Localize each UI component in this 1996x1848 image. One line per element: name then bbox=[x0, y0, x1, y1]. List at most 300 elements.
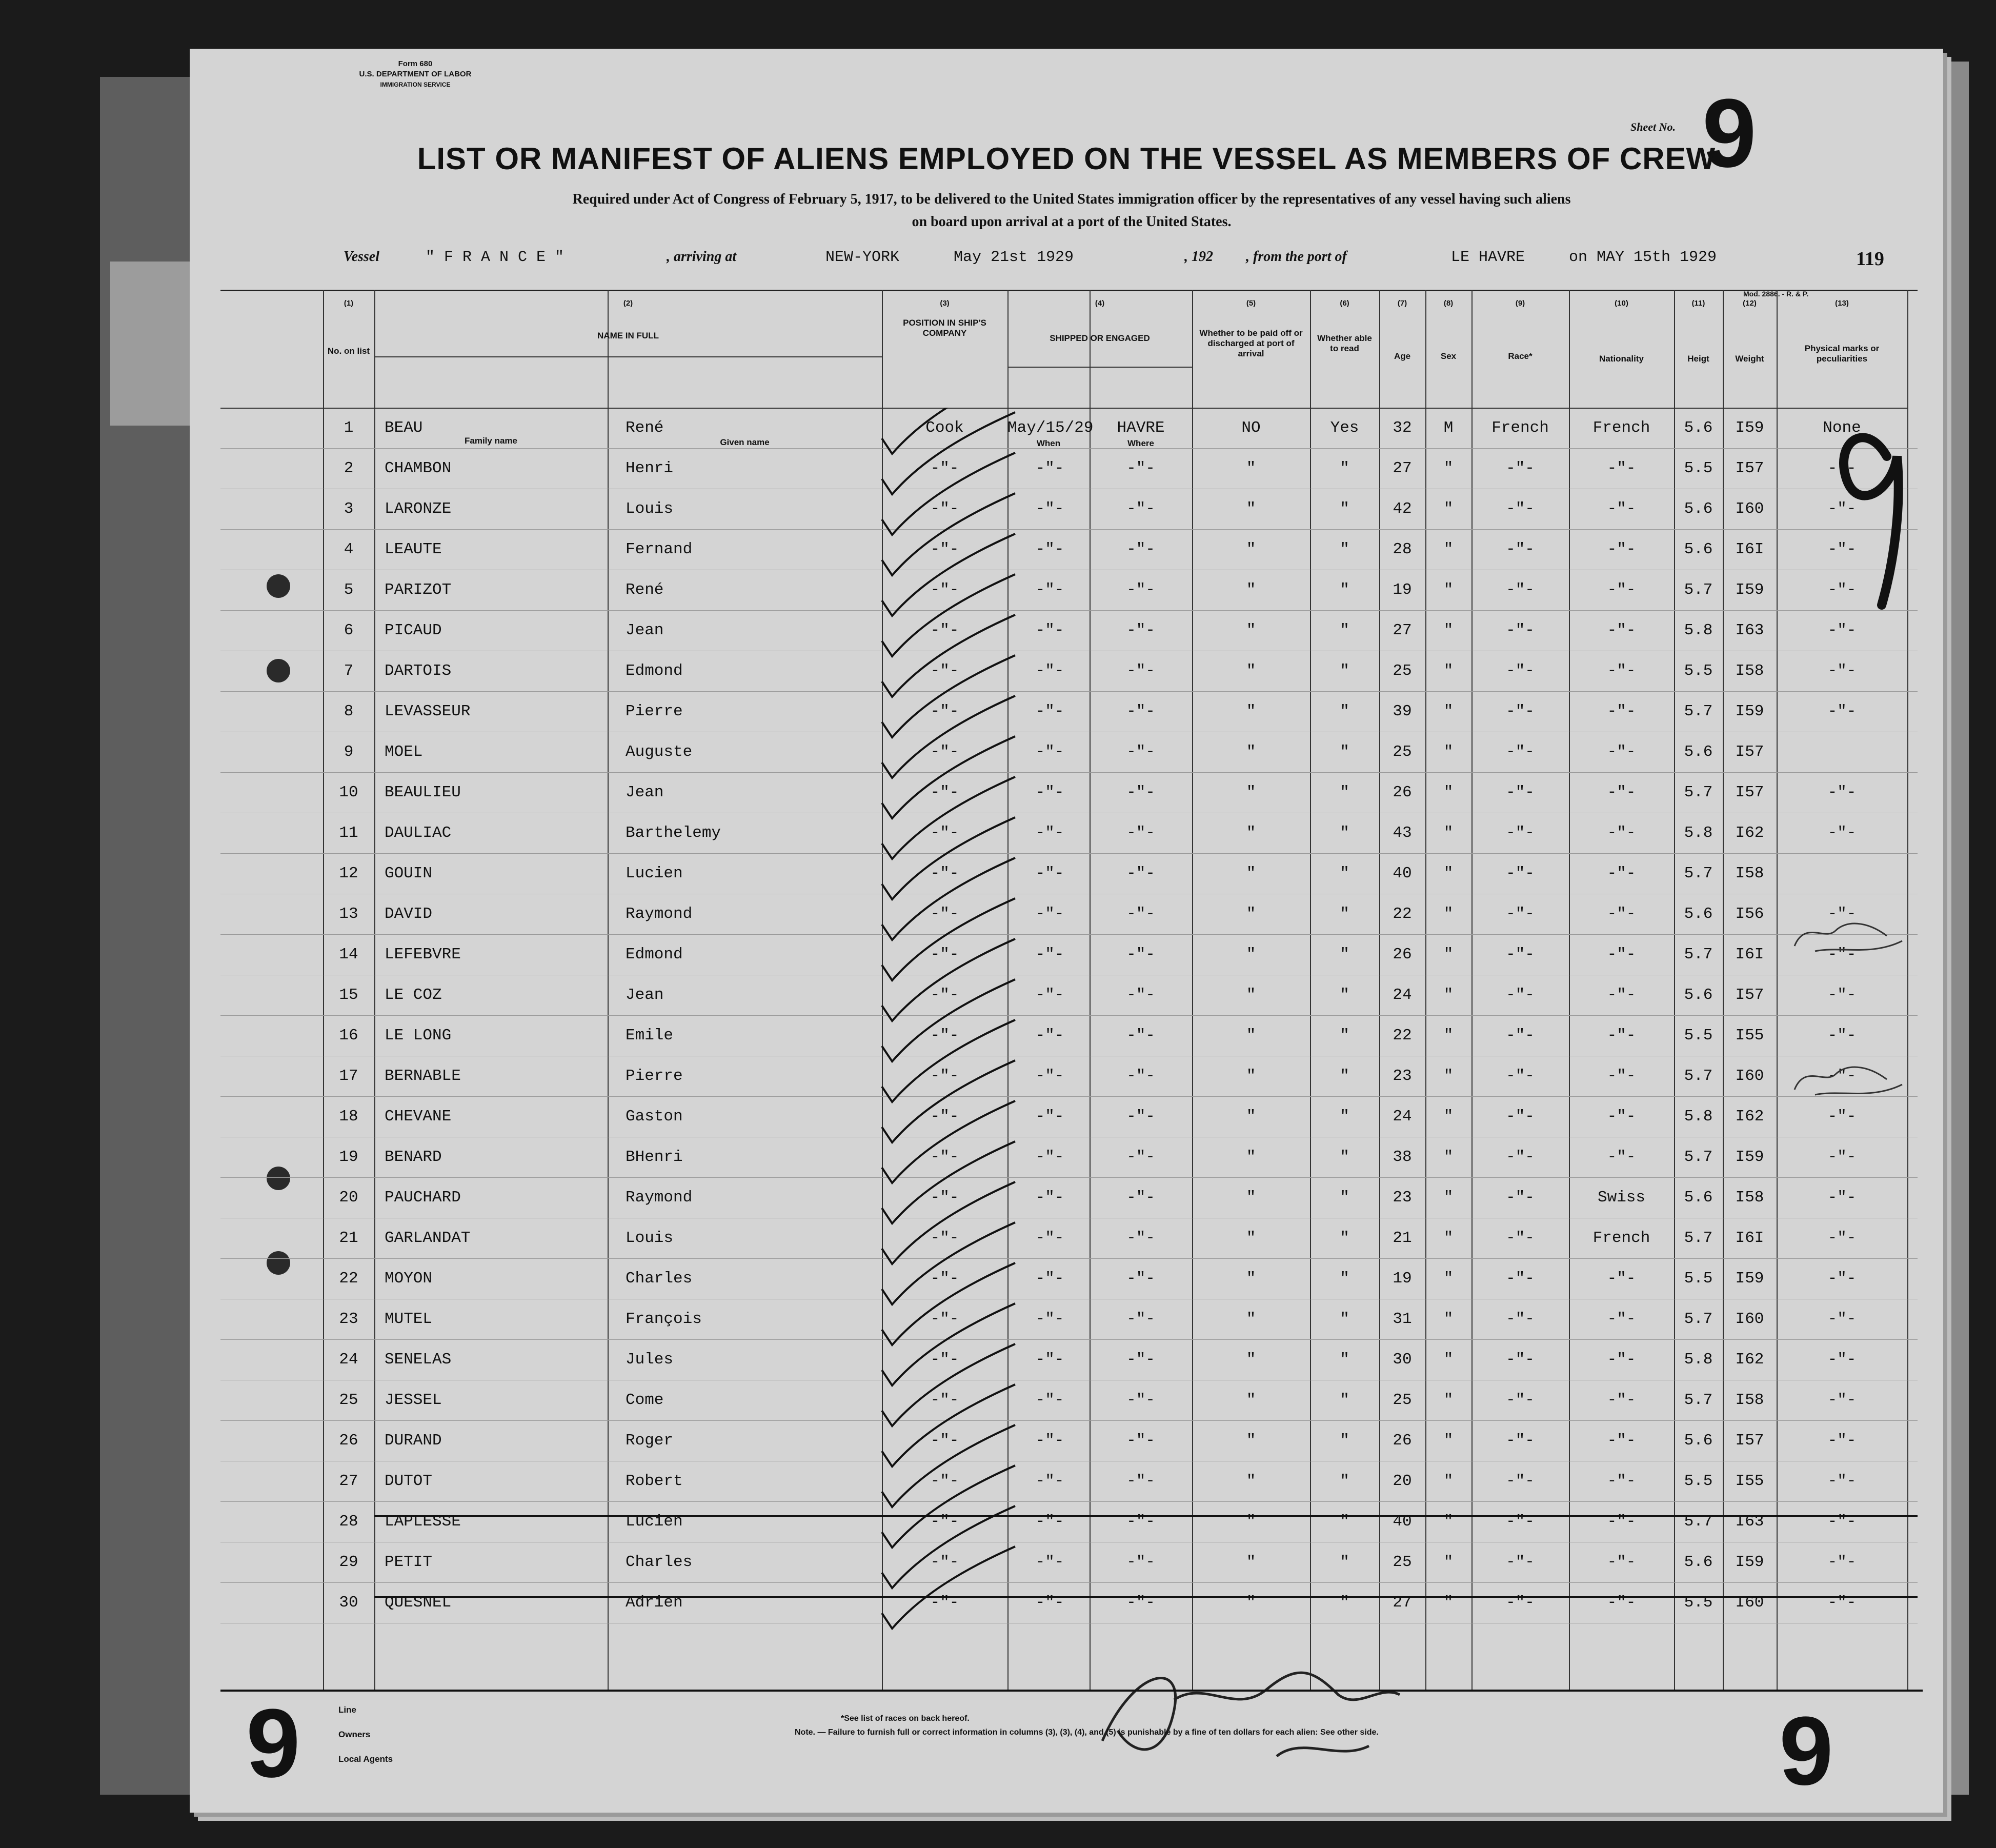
cell-given-name: Louis bbox=[626, 500, 674, 518]
cell-position: -"- bbox=[930, 1148, 959, 1166]
cell-physical-marks: -"- bbox=[1827, 1148, 1857, 1166]
cell-weight: I58 bbox=[1735, 1189, 1764, 1207]
cell-height: 5.8 bbox=[1684, 621, 1713, 639]
cell-position: -"- bbox=[930, 1594, 959, 1612]
check-marks bbox=[877, 408, 1092, 1690]
cell-family-name: QUESNEL bbox=[385, 1594, 452, 1612]
cell-age: 40 bbox=[1393, 865, 1412, 882]
arriving-port: NEW-YORK bbox=[825, 249, 900, 266]
colnum-11: (11) bbox=[1691, 299, 1705, 308]
cell-position: -"- bbox=[930, 1108, 959, 1126]
cell-able-to-read: " bbox=[1340, 905, 1349, 923]
cell-row-number: 17 bbox=[339, 1067, 358, 1085]
cell-row-number: 30 bbox=[339, 1594, 358, 1612]
cell-nationality: -"- bbox=[1607, 702, 1636, 720]
cell-position: -"- bbox=[930, 1270, 959, 1288]
cell-paid-off: " bbox=[1246, 1594, 1256, 1612]
cell-height: 5.5 bbox=[1684, 1270, 1713, 1288]
cell-sex: " bbox=[1443, 1067, 1454, 1085]
cell-physical-marks: -"- bbox=[1827, 1310, 1857, 1328]
header-marks: Physical marks or peculiarities bbox=[1804, 344, 1880, 364]
cell-age: 27 bbox=[1393, 459, 1412, 477]
cell-family-name: PETIT bbox=[385, 1553, 433, 1571]
cell-nationality: -"- bbox=[1607, 1148, 1636, 1166]
check-mark bbox=[882, 1060, 1015, 1142]
check-mark bbox=[882, 817, 1015, 899]
cell-nationality: -"- bbox=[1607, 824, 1636, 842]
cell-race: -"- bbox=[1506, 702, 1535, 720]
subtitle bbox=[292, 188, 1851, 233]
colnum-13: (13) bbox=[1835, 299, 1849, 308]
cell-race: -"- bbox=[1506, 662, 1535, 680]
cell-shipped-where: -"- bbox=[1126, 865, 1155, 882]
cell-able-to-read: " bbox=[1340, 784, 1349, 801]
cell-age: 23 bbox=[1393, 1189, 1412, 1207]
cell-physical-marks: -"- bbox=[1827, 459, 1857, 477]
cell-age: 26 bbox=[1393, 784, 1412, 801]
cell-race: -"- bbox=[1506, 743, 1535, 761]
header-where: Where bbox=[1127, 438, 1154, 448]
cell-nationality: -"- bbox=[1607, 621, 1636, 639]
cell-nationality: -"- bbox=[1607, 1108, 1636, 1126]
cell-able-to-read: " bbox=[1340, 1189, 1349, 1207]
cell-nationality: -"- bbox=[1607, 1594, 1636, 1612]
cell-height: 5.6 bbox=[1684, 500, 1713, 518]
cell-age: 27 bbox=[1393, 1594, 1412, 1612]
cell-sex: " bbox=[1443, 743, 1454, 761]
cell-given-name: Lucien bbox=[626, 865, 683, 882]
cell-paid-off: " bbox=[1246, 1310, 1256, 1328]
cell-able-to-read: " bbox=[1340, 1310, 1349, 1328]
cell-race: -"- bbox=[1506, 540, 1535, 558]
cell-paid-off: " bbox=[1246, 1027, 1256, 1044]
cell-physical-marks: -"- bbox=[1827, 1513, 1857, 1531]
cell-given-name: Auguste bbox=[626, 743, 693, 761]
cell-nationality: -"- bbox=[1607, 1027, 1636, 1044]
from-date: on MAY 15th 1929 bbox=[1569, 249, 1717, 266]
colnum-8: (8) bbox=[1443, 299, 1454, 308]
cell-physical-marks: -"- bbox=[1827, 662, 1857, 680]
cell-family-name: BEAU bbox=[385, 419, 423, 437]
cell-family-name: DARTOIS bbox=[385, 662, 452, 680]
cell-position: -"- bbox=[930, 621, 959, 639]
cell-nationality: -"- bbox=[1607, 1270, 1636, 1288]
cell-paid-off: " bbox=[1246, 459, 1256, 477]
cell-height: 5.7 bbox=[1684, 1513, 1713, 1531]
cell-paid-off: " bbox=[1246, 784, 1256, 801]
cell-able-to-read: " bbox=[1340, 986, 1349, 1004]
cell-family-name: PARIZOT bbox=[385, 581, 452, 599]
cell-physical-marks: -"- bbox=[1827, 581, 1857, 599]
cell-height: 5.6 bbox=[1684, 743, 1713, 761]
cell-age: 22 bbox=[1393, 905, 1412, 923]
cell-shipped-where: -"- bbox=[1126, 1432, 1155, 1450]
cell-physical-marks: -"- bbox=[1827, 946, 1857, 963]
cell-paid-off: " bbox=[1246, 540, 1256, 558]
cell-paid-off: " bbox=[1246, 743, 1256, 761]
cell-given-name: René bbox=[626, 581, 664, 599]
cell-physical-marks: -"- bbox=[1827, 1432, 1857, 1450]
cell-shipped-where: -"- bbox=[1126, 1108, 1155, 1126]
cell-able-to-read: " bbox=[1340, 581, 1349, 599]
cell-shipped-when: -"- bbox=[1035, 1189, 1064, 1207]
colnum-10: (10) bbox=[1615, 299, 1628, 308]
colnum-2: (2) bbox=[623, 299, 633, 308]
cell-sex: " bbox=[1443, 1351, 1454, 1369]
cell-able-to-read: " bbox=[1340, 946, 1349, 963]
cell-height: 5.6 bbox=[1684, 1189, 1713, 1207]
cell-shipped-where: -"- bbox=[1126, 581, 1155, 599]
cell-family-name: LE COZ bbox=[385, 986, 442, 1004]
cell-given-name: Come bbox=[626, 1391, 664, 1409]
cell-shipped-when: -"- bbox=[1035, 1432, 1064, 1450]
cell-able-to-read: " bbox=[1340, 1229, 1349, 1247]
check-mark bbox=[882, 777, 1015, 859]
cell-shipped-when: -"- bbox=[1035, 1513, 1064, 1531]
cell-position: -"- bbox=[930, 1513, 959, 1531]
cell-race: -"- bbox=[1506, 905, 1535, 923]
check-mark bbox=[882, 1182, 1015, 1264]
subtitle-line-2: on board upon arrival at a port of the United States. bbox=[912, 214, 1232, 230]
cell-weight: I62 bbox=[1735, 824, 1764, 842]
cell-shipped-when: -"- bbox=[1035, 459, 1064, 477]
cell-position: -"- bbox=[930, 824, 959, 842]
cell-height: 5.7 bbox=[1684, 865, 1713, 882]
cell-able-to-read: " bbox=[1340, 824, 1349, 842]
cell-weight: I57 bbox=[1735, 1432, 1764, 1450]
header-able-read: Whether able to read bbox=[1317, 333, 1372, 353]
cell-shipped-when: May/15/29 bbox=[1007, 419, 1094, 437]
cell-shipped-where: -"- bbox=[1126, 1229, 1155, 1247]
cell-given-name: Emile bbox=[626, 1027, 674, 1044]
cell-height: 5.7 bbox=[1684, 1391, 1713, 1409]
cell-row-number: 8 bbox=[344, 702, 354, 720]
cell-position: Cook bbox=[925, 419, 964, 437]
cell-family-name: LEFEBVRE bbox=[385, 946, 461, 963]
cell-shipped-where: -"- bbox=[1126, 1027, 1155, 1044]
cell-able-to-read: " bbox=[1340, 500, 1349, 518]
cell-sex: " bbox=[1443, 662, 1454, 680]
cell-shipped-where: -"- bbox=[1126, 540, 1155, 558]
cell-height: 5.7 bbox=[1684, 1310, 1713, 1328]
cell-race: -"- bbox=[1506, 1027, 1535, 1044]
cell-shipped-where: -"- bbox=[1126, 702, 1155, 720]
cell-row-number: 22 bbox=[339, 1270, 358, 1288]
cell-sex: " bbox=[1443, 1472, 1454, 1490]
check-mark bbox=[882, 615, 1015, 697]
cell-nationality: -"- bbox=[1607, 662, 1636, 680]
cell-height: 5.7 bbox=[1684, 1148, 1713, 1166]
cell-able-to-read: " bbox=[1340, 1472, 1349, 1490]
cell-weight: I60 bbox=[1735, 1067, 1764, 1085]
cell-weight: I59 bbox=[1735, 1148, 1764, 1166]
cell-paid-off: " bbox=[1246, 1553, 1256, 1571]
cell-weight: I56 bbox=[1735, 905, 1764, 923]
cell-row-number: 11 bbox=[339, 824, 358, 842]
cell-physical-marks: -"- bbox=[1827, 1229, 1857, 1247]
cell-physical-marks: -"- bbox=[1827, 824, 1857, 842]
cell-family-name: SENELAS bbox=[385, 1351, 452, 1369]
cell-paid-off: " bbox=[1246, 986, 1256, 1004]
subtitle-line-1: Required under Act of Congress of February 5, 1917, to be delivered to the United States immigration officer by the representatives of any vessel having such aliens bbox=[572, 191, 1571, 207]
form-header bbox=[338, 59, 492, 90]
cell-shipped-where: -"- bbox=[1126, 946, 1155, 963]
signature bbox=[1072, 1638, 1430, 1772]
cell-family-name: DUTOT bbox=[385, 1472, 433, 1490]
page-title: LIST OR MANIFEST OF ALIENS EMPLOYED ON THE VESSEL AS MEMBERS OF CREW bbox=[417, 142, 1716, 176]
check-mark bbox=[882, 696, 1015, 778]
cell-height: 5.7 bbox=[1684, 581, 1713, 599]
cell-sex: " bbox=[1443, 1310, 1454, 1328]
cell-able-to-read: " bbox=[1340, 1270, 1349, 1288]
cell-position: -"- bbox=[930, 1067, 959, 1085]
header-shipped: SHIPPED OR ENGAGED bbox=[1050, 333, 1150, 343]
cell-sex: " bbox=[1443, 946, 1454, 963]
cell-given-name: Pierre bbox=[626, 702, 683, 720]
cell-paid-off: " bbox=[1246, 500, 1256, 518]
cell-race: -"- bbox=[1506, 1148, 1535, 1166]
cell-shipped-when: -"- bbox=[1035, 702, 1064, 720]
check-mark bbox=[882, 1465, 1015, 1548]
check-mark bbox=[882, 412, 1015, 494]
cell-height: 5.8 bbox=[1684, 824, 1713, 842]
cell-physical-marks: -"- bbox=[1827, 1553, 1857, 1571]
cell-family-name: PAUCHARD bbox=[385, 1189, 461, 1207]
cell-paid-off: " bbox=[1246, 1432, 1256, 1450]
cell-paid-off: " bbox=[1246, 1229, 1256, 1247]
cell-position: -"- bbox=[930, 905, 959, 923]
cell-weight: I59 bbox=[1735, 581, 1764, 599]
cell-weight: I58 bbox=[1735, 1391, 1764, 1409]
cell-physical-marks: -"- bbox=[1827, 702, 1857, 720]
cell-paid-off: " bbox=[1246, 905, 1256, 923]
cell-paid-off: " bbox=[1246, 621, 1256, 639]
manifest-page bbox=[190, 49, 1943, 1813]
cell-shipped-when: -"- bbox=[1035, 743, 1064, 761]
cell-position: -"- bbox=[930, 743, 959, 761]
cell-position: -"- bbox=[930, 1310, 959, 1328]
cell-position: -"- bbox=[930, 500, 959, 518]
cell-shipped-when: -"- bbox=[1035, 1027, 1064, 1044]
cell-family-name: BERNABLE bbox=[385, 1067, 461, 1085]
cell-weight: I55 bbox=[1735, 1472, 1764, 1490]
colnum-1: (1) bbox=[344, 299, 354, 308]
cell-age: 39 bbox=[1393, 702, 1412, 720]
cell-race: French bbox=[1491, 419, 1549, 437]
cell-shipped-where: -"- bbox=[1126, 1067, 1155, 1085]
cell-physical-marks: -"- bbox=[1827, 621, 1857, 639]
service: IMMIGRATION SERVICE bbox=[380, 81, 451, 88]
check-mark bbox=[882, 1344, 1015, 1426]
mod-code: Mod. 2886. - R. & P. bbox=[1743, 290, 1809, 298]
cell-weight: I59 bbox=[1735, 1270, 1764, 1288]
cell-paid-off: " bbox=[1246, 1189, 1256, 1207]
cell-family-name: LAPLESSE bbox=[385, 1513, 461, 1531]
cell-physical-marks: -"- bbox=[1827, 1189, 1857, 1207]
cell-age: 40 bbox=[1393, 1513, 1412, 1531]
cell-race: -"- bbox=[1506, 1351, 1535, 1369]
cell-physical-marks: -"- bbox=[1827, 905, 1857, 923]
cell-weight: I55 bbox=[1735, 1027, 1764, 1044]
year-label: , 192 bbox=[1184, 249, 1213, 265]
cell-shipped-when: -"- bbox=[1035, 1472, 1064, 1490]
strike-line-row-26 bbox=[374, 1515, 1918, 1517]
cell-family-name: MOEL bbox=[385, 743, 423, 761]
cell-race: -"- bbox=[1506, 1553, 1535, 1571]
cell-weight: I57 bbox=[1735, 459, 1764, 477]
cell-race: -"- bbox=[1506, 1270, 1535, 1288]
big-number-right: 9 bbox=[1779, 1697, 1833, 1805]
check-mark bbox=[882, 574, 1015, 656]
cell-race: -"- bbox=[1506, 459, 1535, 477]
cell-nationality: -"- bbox=[1607, 1310, 1636, 1328]
cell-nationality: -"- bbox=[1607, 1513, 1636, 1531]
cell-nationality: -"- bbox=[1607, 1351, 1636, 1369]
header-no-on-list: No. on list bbox=[327, 346, 370, 356]
cell-physical-marks: -"- bbox=[1827, 986, 1857, 1004]
cell-shipped-where: -"- bbox=[1126, 1513, 1155, 1531]
cell-physical-marks: -"- bbox=[1827, 1067, 1857, 1085]
cell-row-number: 9 bbox=[344, 743, 354, 761]
cell-height: 5.6 bbox=[1684, 1553, 1713, 1571]
cell-physical-marks: None bbox=[1823, 419, 1861, 437]
cell-physical-marks: -"- bbox=[1827, 1108, 1857, 1126]
cell-sex: " bbox=[1443, 1391, 1454, 1409]
cell-family-name: BENARD bbox=[385, 1148, 442, 1166]
cell-height: 5.8 bbox=[1684, 1108, 1713, 1126]
cell-weight: I60 bbox=[1735, 500, 1764, 518]
from-label: , from the port of bbox=[1246, 249, 1347, 265]
cell-shipped-when: -"- bbox=[1035, 1229, 1064, 1247]
cell-sex: " bbox=[1443, 581, 1454, 599]
cell-shipped-when: -"- bbox=[1035, 500, 1064, 518]
document-code: 119 bbox=[1856, 248, 1884, 270]
cell-shipped-when: -"- bbox=[1035, 986, 1064, 1004]
cell-paid-off: " bbox=[1246, 824, 1256, 842]
cell-paid-off: " bbox=[1246, 581, 1256, 599]
header-age: Age bbox=[1394, 351, 1411, 361]
cell-weight: I57 bbox=[1735, 784, 1764, 801]
cell-family-name: LARONZE bbox=[385, 500, 452, 518]
handwritten-nine bbox=[1825, 400, 1928, 615]
cell-able-to-read: " bbox=[1340, 743, 1349, 761]
footer-line-label: Line bbox=[338, 1705, 356, 1715]
cell-row-number: 24 bbox=[339, 1351, 358, 1369]
cell-shipped-when: -"- bbox=[1035, 1391, 1064, 1409]
header-given-name: Given name bbox=[720, 437, 770, 447]
cell-age: 26 bbox=[1393, 1432, 1412, 1450]
cell-age: 28 bbox=[1393, 540, 1412, 558]
cell-given-name: BHenri bbox=[626, 1148, 683, 1166]
cell-family-name: JESSEL bbox=[385, 1391, 442, 1409]
cell-sex: " bbox=[1443, 824, 1454, 842]
cell-given-name: Jean bbox=[626, 621, 664, 639]
cell-height: 5.6 bbox=[1684, 986, 1713, 1004]
cell-shipped-where: -"- bbox=[1126, 662, 1155, 680]
cell-sex: " bbox=[1443, 1594, 1454, 1612]
cell-paid-off: NO bbox=[1241, 419, 1261, 437]
cell-given-name: Raymond bbox=[626, 1189, 693, 1207]
header-race: Race* bbox=[1508, 351, 1533, 361]
cell-position: -"- bbox=[930, 865, 959, 882]
cell-physical-marks: -"- bbox=[1827, 1472, 1857, 1490]
cell-position: -"- bbox=[930, 1391, 959, 1409]
cell-shipped-when: -"- bbox=[1035, 1067, 1064, 1085]
cell-able-to-read: " bbox=[1340, 865, 1349, 882]
cell-shipped-when: -"- bbox=[1035, 784, 1064, 801]
cell-given-name: Charles bbox=[626, 1553, 693, 1571]
check-mark bbox=[882, 1546, 1015, 1629]
cell-family-name: BEAULIEU bbox=[385, 784, 461, 801]
cell-height: 5.5 bbox=[1684, 1594, 1713, 1612]
check-mark bbox=[882, 939, 1015, 1021]
cell-physical-marks: -"- bbox=[1827, 1351, 1857, 1369]
check-mark bbox=[882, 1425, 1015, 1507]
cell-able-to-read: " bbox=[1340, 1148, 1349, 1166]
cell-given-name: René bbox=[626, 419, 664, 437]
cell-sex: " bbox=[1443, 540, 1454, 558]
cell-paid-off: " bbox=[1246, 865, 1256, 882]
form-number: Form 680 bbox=[398, 59, 433, 68]
cell-weight: I62 bbox=[1735, 1351, 1764, 1369]
cell-age: 24 bbox=[1393, 986, 1412, 1004]
cell-row-number: 12 bbox=[339, 865, 358, 882]
cell-row-number: 1 bbox=[344, 419, 354, 437]
cell-position: -"- bbox=[930, 1553, 959, 1571]
cell-able-to-read: " bbox=[1340, 1553, 1349, 1571]
cell-shipped-when: -"- bbox=[1035, 540, 1064, 558]
cell-race: -"- bbox=[1506, 865, 1535, 882]
cell-position: -"- bbox=[930, 1229, 959, 1247]
cell-given-name: Barthelemy bbox=[626, 824, 721, 842]
column-divider bbox=[608, 290, 609, 1690]
cell-sex: " bbox=[1443, 905, 1454, 923]
cell-paid-off: " bbox=[1246, 1351, 1256, 1369]
cell-race: -"- bbox=[1506, 581, 1535, 599]
cell-family-name: CHEVANE bbox=[385, 1108, 452, 1126]
arriving-label: , arriving at bbox=[667, 249, 737, 265]
footer-note-penalty: Note. — Failure to furnish full or correct information in columns (3), (3), (4), and (5) is punishable by a fine of ten dollars for each alien: See other side. bbox=[795, 1728, 1379, 1737]
cell-height: 5.8 bbox=[1684, 1351, 1713, 1369]
cell-row-number: 10 bbox=[339, 784, 358, 801]
cell-able-to-read: " bbox=[1340, 459, 1349, 477]
cell-shipped-when: -"- bbox=[1035, 621, 1064, 639]
cell-height: 5.7 bbox=[1684, 784, 1713, 801]
cell-race: -"- bbox=[1506, 1229, 1535, 1247]
cell-shipped-when: -"- bbox=[1035, 1270, 1064, 1288]
colnum-7: (7) bbox=[1397, 299, 1407, 308]
cell-weight: I58 bbox=[1735, 865, 1764, 882]
cell-given-name: Lucien bbox=[626, 1513, 683, 1531]
check-mark bbox=[882, 736, 1015, 818]
cell-family-name: LEVASSEUR bbox=[385, 702, 471, 720]
cell-height: 5.6 bbox=[1684, 905, 1713, 923]
cell-paid-off: " bbox=[1246, 946, 1256, 963]
cell-height: 5.5 bbox=[1684, 662, 1713, 680]
check-mark bbox=[882, 1141, 1015, 1223]
header-nationality: Nationality bbox=[1599, 354, 1644, 364]
cell-position: -"- bbox=[930, 459, 959, 477]
cell-shipped-where: HAVRE bbox=[1117, 419, 1165, 437]
cell-age: 19 bbox=[1393, 1270, 1412, 1288]
from-port: LE HAVRE bbox=[1451, 249, 1525, 266]
cell-paid-off: " bbox=[1246, 1108, 1256, 1126]
cell-race: -"- bbox=[1506, 946, 1535, 963]
cell-position: -"- bbox=[930, 1027, 959, 1044]
cell-shipped-where: -"- bbox=[1126, 1148, 1155, 1166]
background-card bbox=[110, 262, 200, 426]
cell-given-name: Henri bbox=[626, 459, 674, 477]
